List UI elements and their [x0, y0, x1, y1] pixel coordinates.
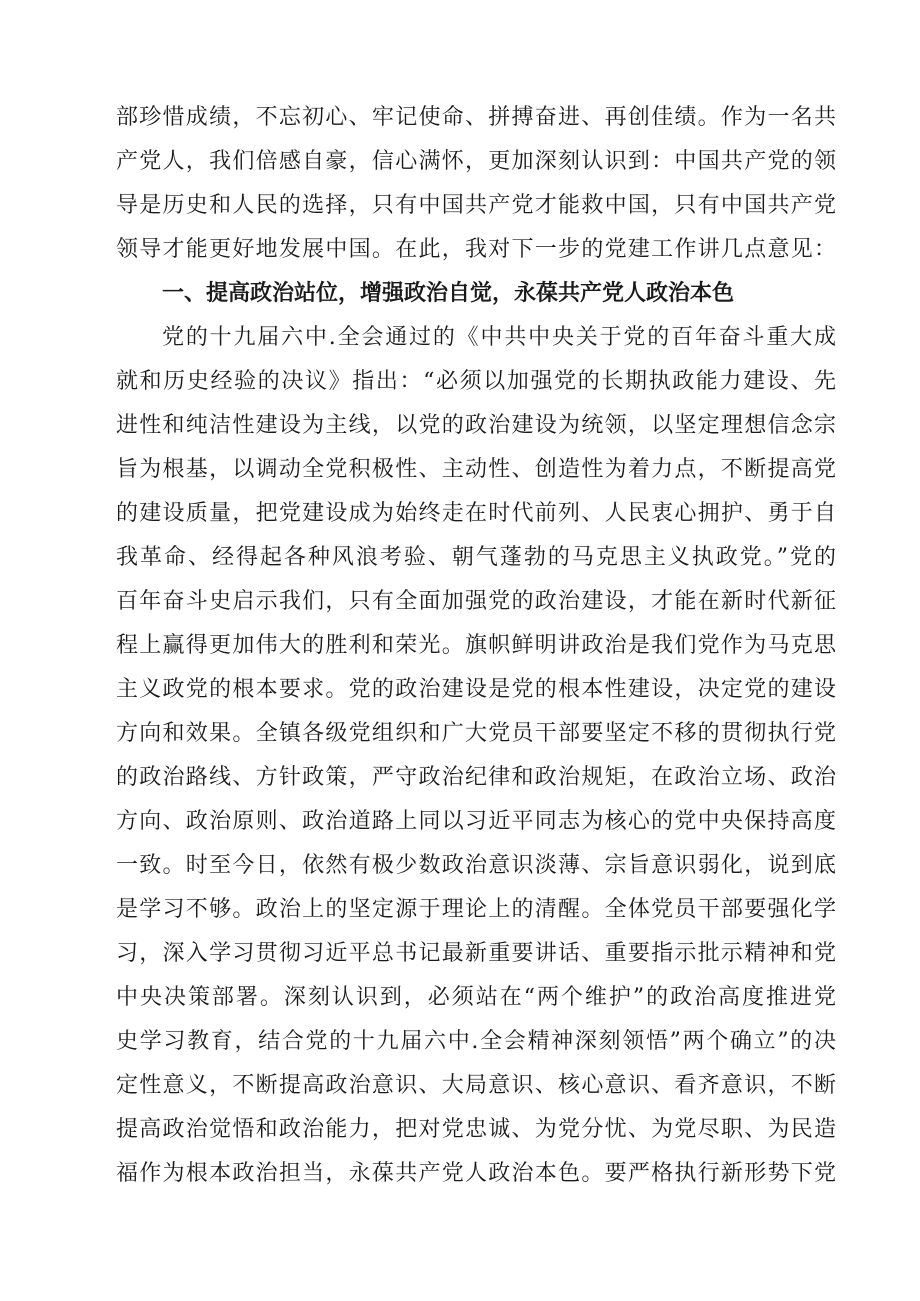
paragraph-line: 百年奋斗史启示我们，只有全面加强党的政治建设，才能在新时代新征 — [116, 589, 836, 614]
paragraph-line: 中央决策部署。深刻认识到，必须站在“两个维护”的政治高度推进党 — [116, 985, 836, 1010]
paragraph-line: 程上赢得更加伟大的胜利和荣光。旗帜鲜明讲政治是我们党作为马克思 — [116, 633, 836, 658]
paragraph-line: 就和历史经验的决议》指出：“必须以加强党的长期执政能力建设、先 — [116, 369, 836, 394]
paragraph-line: 我革命、经得起各种风浪考验、朝气蓬勃的马克思主义执政党。”党的 — [116, 545, 836, 570]
paragraph-line: 的建设质量，把党建设成为始终走在时代前列、人民衷心拥护、勇于自 — [116, 501, 836, 526]
paragraph-line: 提高政治觉悟和政治能力，把对党忠诚、为党分忧、为党尽职、为民造 — [116, 1117, 836, 1142]
paragraph-line: 一致。时至今日，依然有极少数政治意识淡薄、宗旨意识弱化，说到底 — [116, 853, 836, 878]
paragraph-line: 部珍惜成绩，不忘初心、牢记使命、拼搏奋进、再创佳绩。作为一名共 — [116, 105, 836, 130]
paragraph-line: 旨为根基，以调动全党积极性、主动性、创造性为着力点，不断提高党 — [116, 457, 836, 482]
paragraph-line: 党的十九届六中.全会通过的《中共中央关于党的百年奋斗重大成 — [162, 325, 836, 350]
paragraph-line: 是学习不够。政治上的坚定源于理论上的清醒。全体党员干部要强化学 — [116, 897, 836, 922]
paragraph-line: 定性意义，不断提高政治意识、大局意识、核心意识、看齐意识，不断 — [116, 1073, 836, 1098]
section-heading: 一、提高政治站位，增强政治自觉，永葆共产党人政治本色 — [162, 281, 735, 306]
paragraph-line: 主义政党的根本要求。党的政治建设是党的根本性建设，决定党的建设 — [116, 677, 836, 702]
paragraph-line: 导是历史和人民的选择，只有中国共产党才能救中国，只有中国共产党 — [116, 193, 836, 218]
paragraph-line: 方向和效果。全镇各级党组织和广大党员干部要坚定不移的贯彻执行党 — [116, 721, 836, 746]
paragraph-line: 史学习教育，结合党的十九届六中.全会精神深刻领悟”两个确立”的决 — [116, 1029, 836, 1054]
paragraph-line: 的政治路线、方针政策，严守政治纪律和政治规矩，在政治立场、政治 — [116, 765, 836, 790]
paragraph-line: 方向、政治原则、政治道路上同以习近平同志为核心的党中央保持高度 — [116, 809, 836, 834]
paragraph-line: 领导才能更好地发展中国。在此，我对下一步的党建工作讲几点意见： — [116, 237, 836, 262]
paragraph-line: 习，深入学习贯彻习近平总书记最新重要讲话、重要指示批示精神和党 — [116, 941, 836, 966]
paragraph-line: 进性和纯洁性建设为主线，以党的政治建设为统领，以坚定理想信念宗 — [116, 413, 836, 438]
paragraph-line: 产党人，我们倍感自豪，信心满怀，更加深刻认识到：中国共产党的领 — [116, 149, 836, 174]
paragraph-line: 福作为根本政治担当，永葆共产党人政治本色。要严格执行新形势下党 — [116, 1161, 836, 1186]
